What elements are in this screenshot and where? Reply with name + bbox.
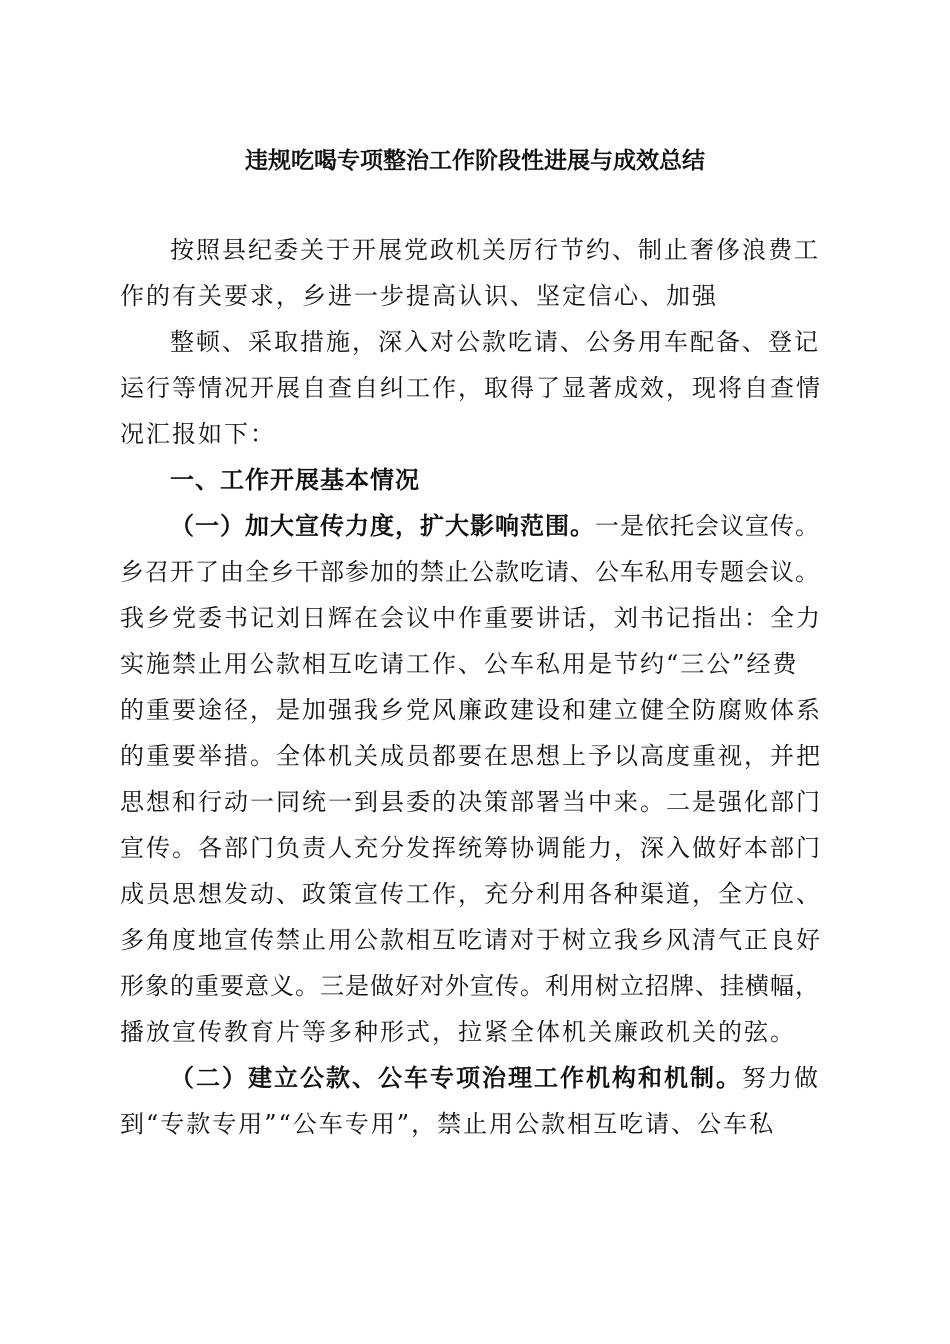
paragraph-line: 成员思想发动、政策宣传工作，充分利用各种渠道，全方位、 <box>120 880 822 908</box>
section-heading: 一、工作开展基本情况 <box>170 466 420 494</box>
paragraph-line: 到“专款专用”“公车专用”，禁止用公款相互吃请、公车私 <box>120 1110 776 1138</box>
paragraph-line: 宣传。各部门负责人充分发挥统筹协调能力，深入做好本部门 <box>120 834 822 862</box>
paragraph-line: 思想和行动一同统一到县委的决策部署当中来。二是强化部门 <box>120 788 822 816</box>
paragraph-text: 一是依托会议宣传。 <box>595 512 820 540</box>
document-body <box>120 227 832 1147</box>
paragraph-line: 播放宣传教育片等多种形式，拉紧全体机关廉政机关的弦。 <box>120 1018 796 1046</box>
paragraph-line <box>120 1055 832 1101</box>
paragraph-line: 按照县纪委关于开展党政机关厉行节约、制止奢侈浪费工 <box>170 236 820 264</box>
paragraph-line: 况汇报如下： <box>120 420 276 448</box>
paragraph-line: 的重要途径，是加强我乡党风廉政建设和建立健全防腐败体系 <box>120 696 822 724</box>
paragraph-line: 作的有关要求，乡进一步提高认识、坚定信心、加强 <box>120 282 718 310</box>
paragraph-text: 努力做 <box>742 1064 820 1092</box>
paragraph-line: 的重要举措。全体机关成员都要在思想上予以高度重视，并把 <box>120 742 822 770</box>
paragraph-line: 形象的重要意义。三是做好对外宣传。利用树立招牌、挂横幅， <box>120 972 820 1000</box>
subsection-heading: （一）加大宣传力度，扩大影响范围。 <box>170 511 595 540</box>
paragraph-line: 整顿、采取措施，深入对公款吃请、公务用车配备、登记 <box>170 328 820 356</box>
paragraph-line: 我乡党委书记刘日辉在会议中作重要讲话，刘书记指出：全力 <box>120 604 822 632</box>
paragraph-line: 实施禁止用公款相互吃请工作、公车私用是节约“三公”经费 <box>120 650 799 678</box>
subsection-heading: （二）建立公款、公车专项治理工作机构和机制。 <box>170 1063 742 1092</box>
paragraph-line: 乡召开了由全乡干部参加的禁止公款吃请、公车私用专题会议。 <box>120 558 820 586</box>
paragraph-line <box>120 503 832 549</box>
paragraph-line: 多角度地宣传禁止用公款相互吃请对于树立我乡风清气正良好 <box>120 926 822 954</box>
document-title: 违规吃喝专项整治工作阶段性进展与成效总结 <box>245 147 705 174</box>
paragraph-line: 运行等情况开展自查自纠工作，取得了显著成效，现将自查情 <box>120 374 822 402</box>
